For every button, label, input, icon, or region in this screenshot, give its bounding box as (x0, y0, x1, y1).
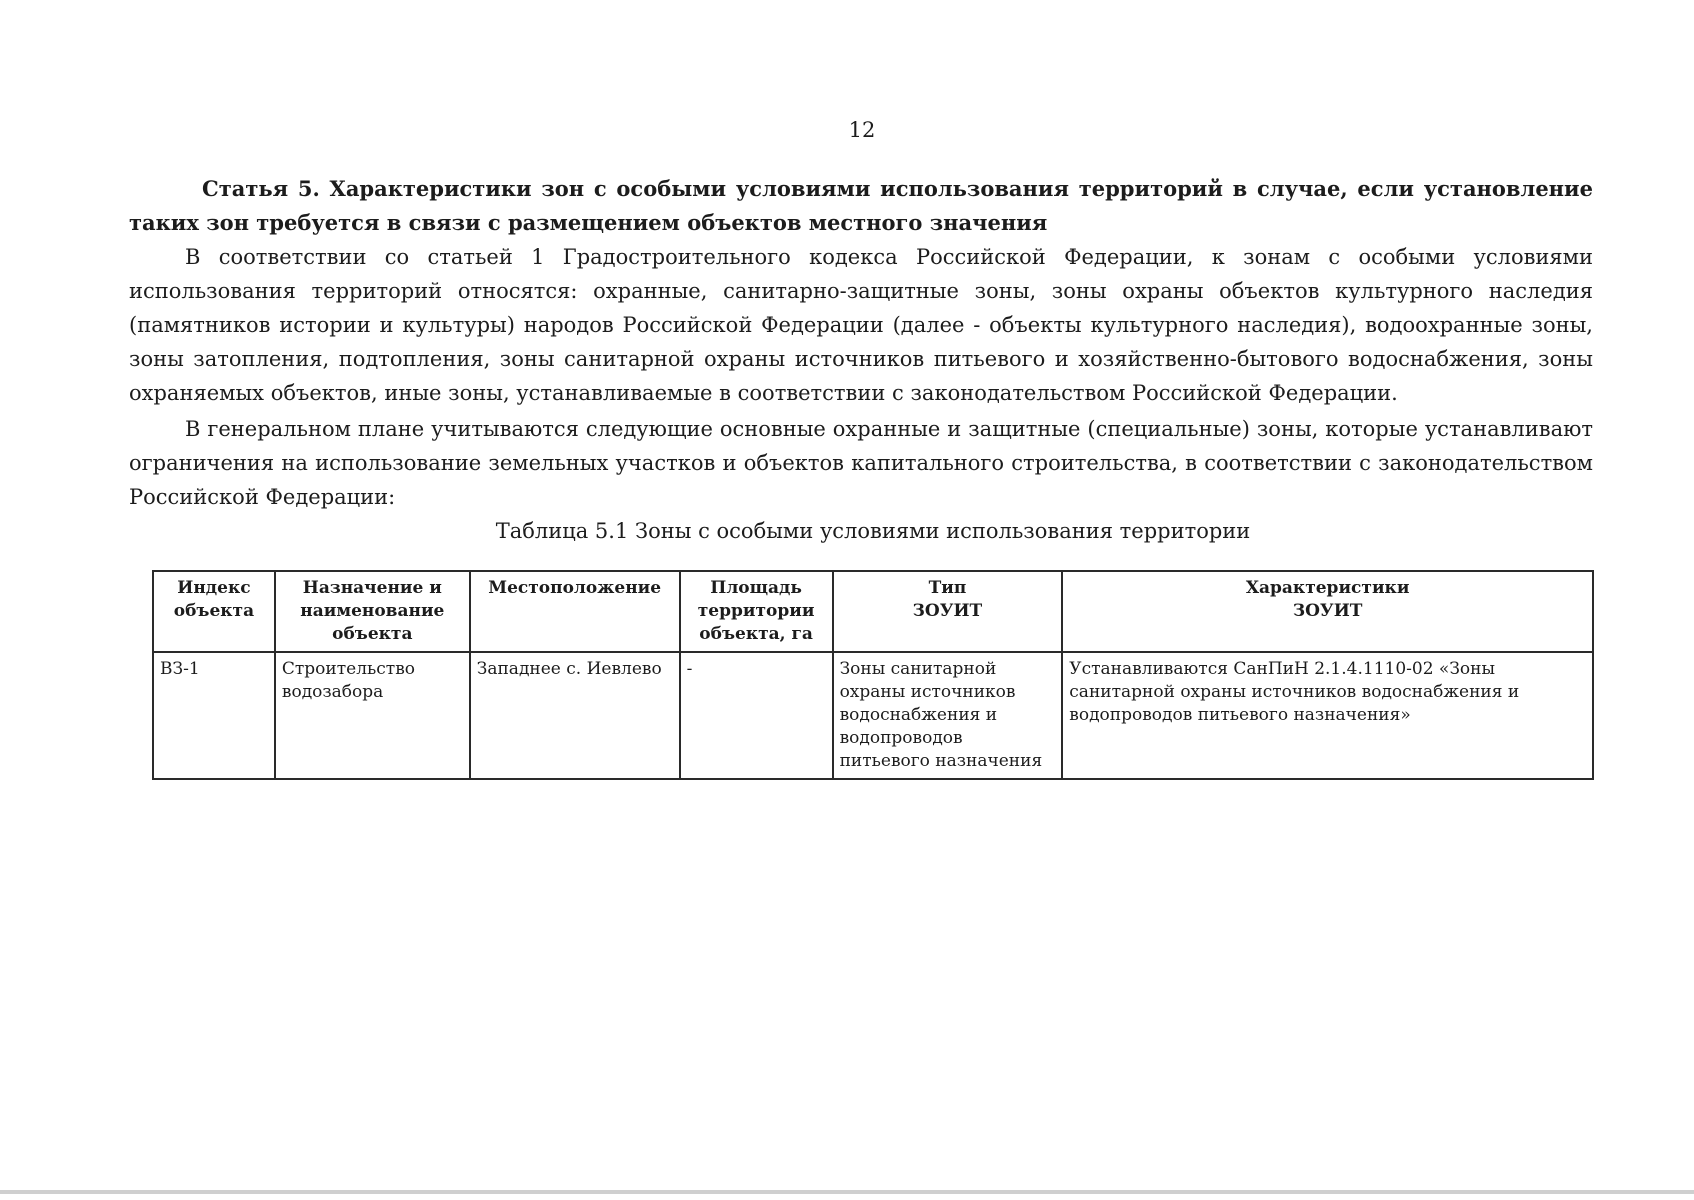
cell-purpose: Строительство водозабора (275, 652, 470, 779)
header-char-line2: ЗОУИТ (1292, 601, 1363, 621)
cell-type: Зоны санитарной охраны источников водоснабжения и водопроводов питьевого назначения (833, 652, 1063, 779)
page-number: 12 (848, 118, 876, 142)
header-type (833, 571, 1063, 652)
paragraph-1: В соответствии со статьей 1 Градостроительного кодекса Российской Федерации, к зонам с особыми условиями использования территорий относятся: охранные, санитарно-защитные зоны, зоны охраны объектов культурного наследия (памятников истории и культуры) народов Российской Федерации (далее - объекты культурного наследия), водоохранные зоны, зоны затопления, подтопления, зоны санитарной охраны источников питьевого и хозяйственно-бытового водоснабжения, зоны охраняемых объектов, иные зоны, устанавливаемые в соответствии с законодательством Российской Федерации. (129, 245, 1593, 405)
table-row (153, 652, 1593, 779)
zones-table (152, 570, 1594, 780)
cell-index: ВЗ-1 (153, 652, 275, 779)
header-char-line1: Характеристики (1245, 578, 1410, 598)
header-area: Площадь территории объекта, га (680, 571, 833, 652)
header-purpose: Назначение и наименование объекта (275, 571, 470, 652)
cell-area: - (680, 652, 833, 779)
header-index: Индекс объекта (153, 571, 275, 652)
header-type-line2: ЗОУИТ (912, 601, 983, 621)
article-heading: Статья 5. Характеристики зон с особыми условиями использования территорий в случае, если установление таких зон требуется в связи с размещением объектов местного значения (129, 176, 1593, 235)
table-caption: Таблица 5.1 Зоны с особыми условиями использования территории (495, 519, 1251, 543)
header-type-line1: Тип (928, 578, 967, 598)
cell-characteristics: Устанавливаются СанПиН 2.1.4.1110-02 «Зоны санитарной охраны источников водоснабжения и водопроводов питьевого назначения» (1062, 652, 1593, 779)
header-location: Местоположение (470, 571, 680, 652)
header-characteristics (1062, 571, 1593, 652)
scan-bottom-edge (0, 1190, 1694, 1194)
table-header-row (153, 571, 1593, 652)
paragraph-2: В генеральном плане учитываются следующие основные охранные и защитные (специальные) зоны, которые устанавливают ограничения на использование земельных участков и объектов капитального строительства, в соответствии с законодательством Российской Федерации: (129, 417, 1593, 509)
cell-location: Западнее с. Иевлево (470, 652, 680, 779)
